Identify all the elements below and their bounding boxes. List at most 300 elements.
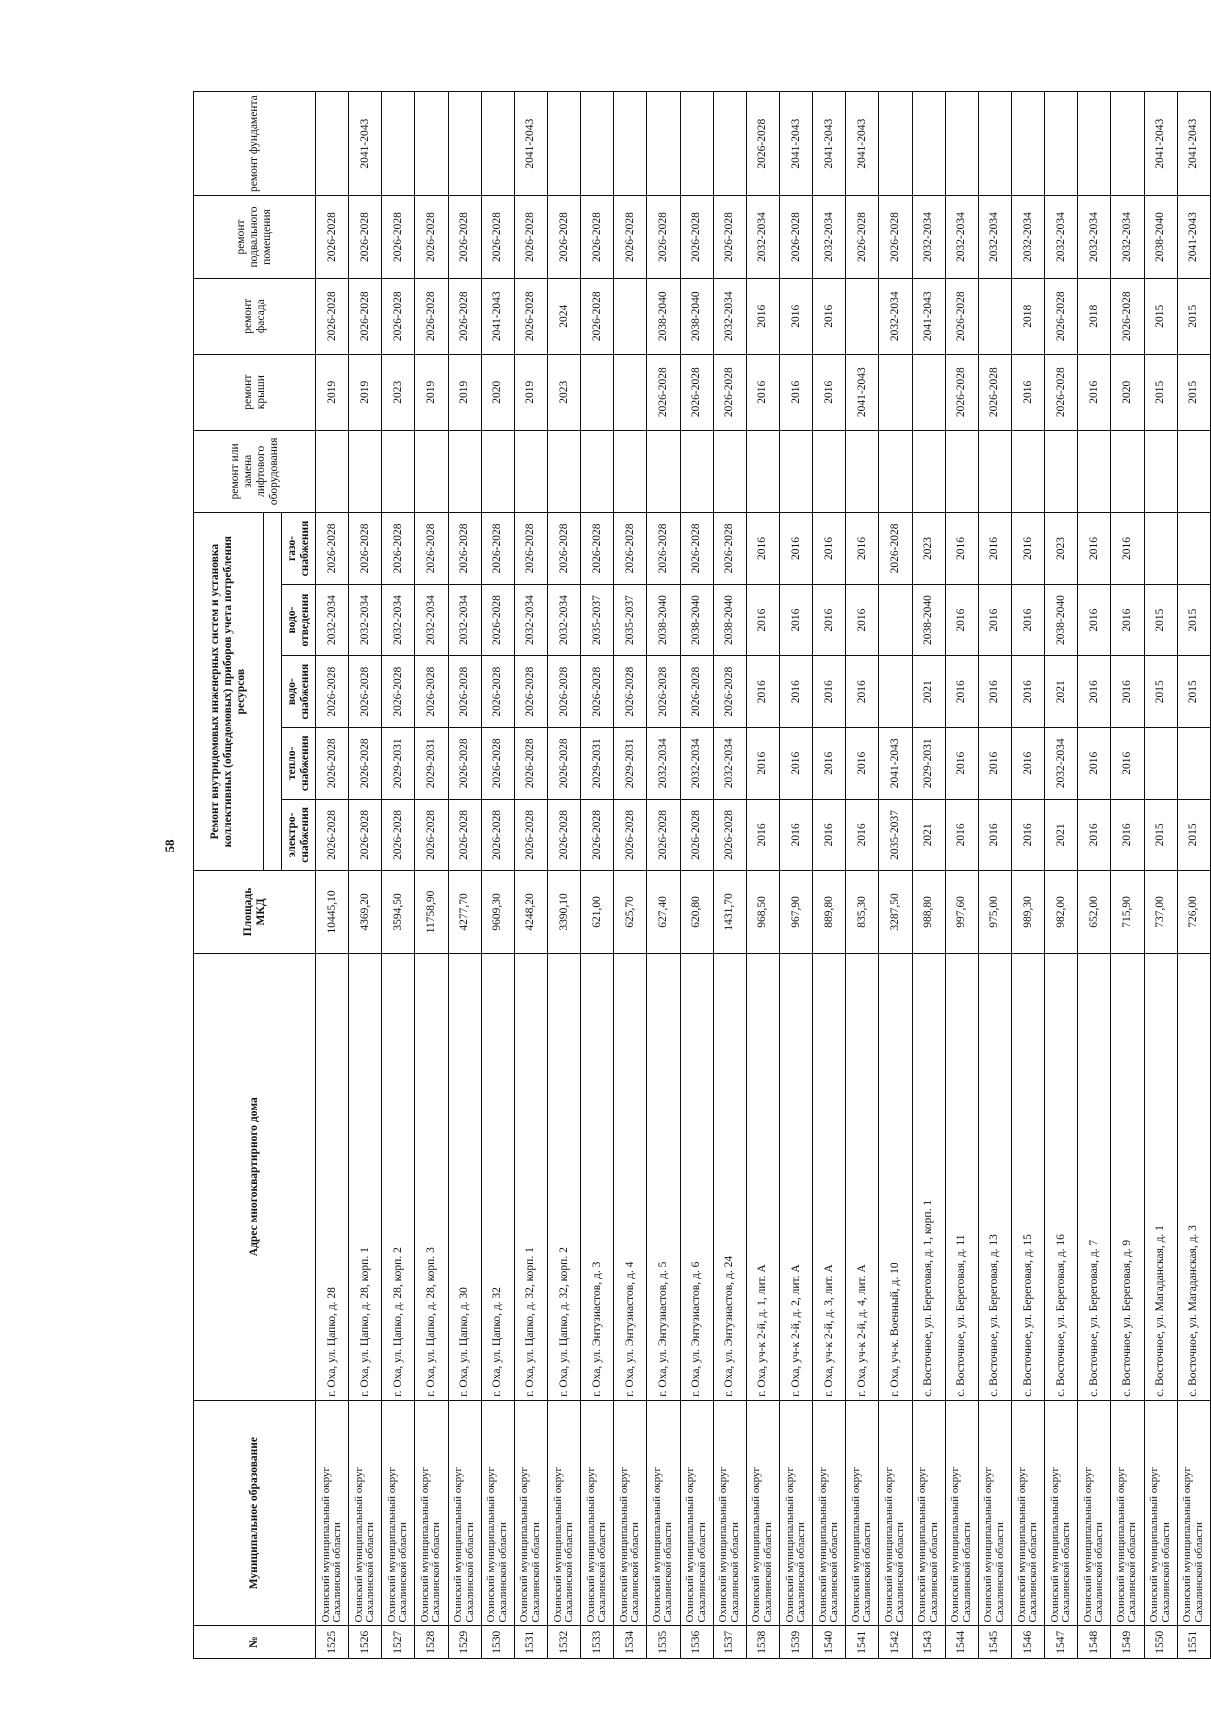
foundation-cell: 2041-2043 xyxy=(1177,92,1210,196)
table-row xyxy=(879,92,912,1659)
heat-cell: 2016 xyxy=(846,727,879,799)
address-cell: с. Восточное, ул. Береговая, д. 15 xyxy=(1011,953,1044,1400)
area-cell: 982,00 xyxy=(1045,871,1078,953)
address-cell: г. Оха, ул. Энтузиастов, д. 3 xyxy=(581,953,614,1400)
municipality-cell: Охинский муниципальный округ Сахалинской области xyxy=(912,1400,945,1626)
address-cell: г. Оха, ул. Цапко, д. 28 xyxy=(316,953,349,1400)
area-cell: 10445,10 xyxy=(316,871,349,953)
basement-cell: 2026-2028 xyxy=(713,196,746,278)
facade-cell: 2032-2034 xyxy=(879,278,912,354)
table-row xyxy=(581,92,614,1659)
electro-cell: 2015 xyxy=(1144,799,1177,871)
heat-cell: 2026-2028 xyxy=(481,727,514,799)
roof-cell: 2016 xyxy=(1078,354,1111,430)
area-cell: 3594,50 xyxy=(382,871,415,953)
facade-cell: 2026-2028 xyxy=(581,278,614,354)
municipality-cell: Охинский муниципальный округ Сахалинской области xyxy=(614,1400,647,1626)
table-row xyxy=(1111,92,1144,1659)
table-row xyxy=(978,92,1011,1659)
lift-cell xyxy=(1177,430,1210,512)
heat-cell: 2029-2031 xyxy=(912,727,945,799)
lift-cell xyxy=(1045,430,1078,512)
address-cell: г. Оха, ул. Цапко, д. 32, корп. 2 xyxy=(547,953,580,1400)
row-number: 1544 xyxy=(945,1626,978,1659)
lift-cell xyxy=(1078,430,1111,512)
row-number: 1542 xyxy=(879,1626,912,1659)
area-cell: 726,00 xyxy=(1177,871,1210,953)
address-cell: г. Оха, ул. Энтузиастов, д. 4 xyxy=(614,953,647,1400)
electro-cell: 2016 xyxy=(779,799,812,871)
header-gas: газо-снабжения xyxy=(282,513,316,585)
foundation-cell xyxy=(614,92,647,196)
foundation-cell: 2041-2043 xyxy=(779,92,812,196)
roof-cell: 2026-2028 xyxy=(680,354,713,430)
municipality-cell: Охинский муниципальный округ Сахалинской области xyxy=(514,1400,547,1626)
foundation-cell xyxy=(879,92,912,196)
heat-cell: 2029-2031 xyxy=(415,727,448,799)
gas-cell xyxy=(1144,513,1177,585)
gas-cell: 2026-2028 xyxy=(581,513,614,585)
basement-cell: 2026-2028 xyxy=(680,196,713,278)
water-cell: 2026-2028 xyxy=(581,656,614,728)
foundation-cell xyxy=(382,92,415,196)
area-cell: 1431,70 xyxy=(713,871,746,953)
address-cell: г. Оха, ул. Цапко, д. 28, корп. 2 xyxy=(382,953,415,1400)
lift-cell xyxy=(349,430,382,512)
foundation-cell xyxy=(978,92,1011,196)
sewer-cell xyxy=(879,584,912,656)
heat-cell: 2032-2034 xyxy=(1045,727,1078,799)
sewer-cell: 2026-2028 xyxy=(481,584,514,656)
heat-cell: 2032-2034 xyxy=(647,727,680,799)
heat-cell: 2041-2043 xyxy=(879,727,912,799)
sewer-cell: 2032-2034 xyxy=(349,584,382,656)
foundation-cell xyxy=(647,92,680,196)
heat-cell: 2016 xyxy=(1011,727,1044,799)
roof-cell: 2019 xyxy=(415,354,448,430)
lift-cell xyxy=(813,430,846,512)
heat-cell: 2016 xyxy=(779,727,812,799)
water-cell: 2026-2028 xyxy=(680,656,713,728)
table-row xyxy=(647,92,680,1659)
municipality-cell: Охинский муниципальный округ Сахалинской области xyxy=(1111,1400,1144,1626)
foundation-cell xyxy=(1111,92,1144,196)
sewer-cell: 2015 xyxy=(1144,584,1177,656)
header-sewer: водо-отведения xyxy=(282,584,316,656)
gas-cell: 2016 xyxy=(813,513,846,585)
gas-cell: 2016 xyxy=(945,513,978,585)
roof-cell: 2026-2028 xyxy=(713,354,746,430)
area-cell: 627,40 xyxy=(647,871,680,953)
municipality-cell: Охинский муниципальный округ Сахалинской области xyxy=(547,1400,580,1626)
roof-cell: 2019 xyxy=(448,354,481,430)
sewer-cell: 2016 xyxy=(746,584,779,656)
gas-cell: 2026-2028 xyxy=(713,513,746,585)
table-row xyxy=(912,92,945,1659)
heat-cell: 2026-2028 xyxy=(514,727,547,799)
table-row xyxy=(514,92,547,1659)
sewer-cell: 2016 xyxy=(1011,584,1044,656)
sewer-cell: 2032-2034 xyxy=(448,584,481,656)
gas-cell: 2016 xyxy=(1011,513,1044,585)
gas-cell: 2016 xyxy=(779,513,812,585)
sewer-cell: 2038-2040 xyxy=(1045,584,1078,656)
roof-cell: 2019 xyxy=(514,354,547,430)
municipality-cell: Охинский муниципальный округ Сахалинской области xyxy=(382,1400,415,1626)
sewer-cell: 2032-2034 xyxy=(514,584,547,656)
basement-cell: 2032-2034 xyxy=(1111,196,1144,278)
area-cell: 652,00 xyxy=(1078,871,1111,953)
roof-cell: 2016 xyxy=(779,354,812,430)
lift-cell xyxy=(514,430,547,512)
sewer-cell: 2016 xyxy=(1078,584,1111,656)
table-row xyxy=(415,92,448,1659)
water-cell: 2016 xyxy=(746,656,779,728)
electro-cell: 2021 xyxy=(912,799,945,871)
header-facade: ремонт фасада xyxy=(194,278,316,354)
row-number: 1530 xyxy=(481,1626,514,1659)
address-cell: с. Восточное, ул. Береговая, д. 13 xyxy=(978,953,1011,1400)
electro-cell: 2026-2028 xyxy=(581,799,614,871)
roof-cell: 2019 xyxy=(316,354,349,430)
electro-cell: 2015 xyxy=(1177,799,1210,871)
municipality-cell: Охинский муниципальный округ Сахалинской области xyxy=(316,1400,349,1626)
lift-cell xyxy=(879,430,912,512)
table-row xyxy=(713,92,746,1659)
table-row xyxy=(1144,92,1177,1659)
address-cell: г. Оха, ул. Цапко, д. 32, корп. 1 xyxy=(514,953,547,1400)
water-cell: 2026-2028 xyxy=(614,656,647,728)
address-cell: с. Восточное, ул. Береговая, д. 1, корп. 1 xyxy=(912,953,945,1400)
heat-cell: 2029-2031 xyxy=(382,727,415,799)
row-number: 1533 xyxy=(581,1626,614,1659)
area-cell: 11758,90 xyxy=(415,871,448,953)
foundation-cell xyxy=(547,92,580,196)
area-cell: 997,60 xyxy=(945,871,978,953)
header-electro: электро-снабжения xyxy=(282,799,316,871)
lift-cell xyxy=(846,430,879,512)
table-row xyxy=(481,92,514,1659)
lift-cell xyxy=(1144,430,1177,512)
facade-cell: 2016 xyxy=(813,278,846,354)
water-cell: 2016 xyxy=(813,656,846,728)
electro-cell: 2026-2028 xyxy=(514,799,547,871)
gas-cell: 2023 xyxy=(912,513,945,585)
foundation-cell xyxy=(680,92,713,196)
basement-cell: 2026-2028 xyxy=(415,196,448,278)
sewer-cell: 2015 xyxy=(1177,584,1210,656)
lift-cell xyxy=(614,430,647,512)
municipality-cell: Охинский муниципальный округ Сахалинской области xyxy=(813,1400,846,1626)
roof-cell xyxy=(581,354,614,430)
area-cell: 737,00 xyxy=(1144,871,1177,953)
header-engineering: Ремонт внутридомовых инженерных систем и установка коллективных (общедомовых) приборов учета потребления ресурсов xyxy=(194,513,264,871)
row-number: 1547 xyxy=(1045,1626,1078,1659)
electro-cell: 2026-2028 xyxy=(647,799,680,871)
electro-cell: 2016 xyxy=(978,799,1011,871)
row-number: 1538 xyxy=(746,1626,779,1659)
electro-cell: 2016 xyxy=(1011,799,1044,871)
row-number: 1536 xyxy=(680,1626,713,1659)
basement-cell: 2026-2028 xyxy=(448,196,481,278)
table-row xyxy=(382,92,415,1659)
gas-cell xyxy=(1177,513,1210,585)
address-cell: г. Оха, ул. Цапко, д. 28, корп. 3 xyxy=(415,953,448,1400)
table-row xyxy=(448,92,481,1659)
roof-cell xyxy=(614,354,647,430)
water-cell: 2016 xyxy=(1111,656,1144,728)
header-basement: ремонт подвального помещения xyxy=(194,196,316,278)
table-row xyxy=(1045,92,1078,1659)
water-cell: 2026-2028 xyxy=(713,656,746,728)
sewer-cell: 2038-2040 xyxy=(912,584,945,656)
header-foundation: ремонт фундамента xyxy=(194,92,316,196)
gas-cell: 2026-2028 xyxy=(680,513,713,585)
municipality-cell: Охинский муниципальный округ Сахалинской области xyxy=(1045,1400,1078,1626)
lift-cell xyxy=(448,430,481,512)
facade-cell: 2026-2028 xyxy=(349,278,382,354)
foundation-cell xyxy=(448,92,481,196)
area-cell: 621,00 xyxy=(581,871,614,953)
heat-cell xyxy=(1177,727,1210,799)
foundation-cell xyxy=(713,92,746,196)
header-area: Площадь МКД xyxy=(194,871,316,953)
electro-cell: 2026-2028 xyxy=(680,799,713,871)
roof-cell xyxy=(879,354,912,430)
row-number: 1551 xyxy=(1177,1626,1210,1659)
table-row xyxy=(316,92,349,1659)
facade-cell: 2024 xyxy=(547,278,580,354)
row-number: 1549 xyxy=(1111,1626,1144,1659)
sewer-cell: 2016 xyxy=(779,584,812,656)
basement-cell: 2032-2034 xyxy=(1045,196,1078,278)
basement-cell: 2026-2028 xyxy=(846,196,879,278)
gas-cell: 2026-2028 xyxy=(349,513,382,585)
row-number: 1546 xyxy=(1011,1626,1044,1659)
basement-cell: 2026-2028 xyxy=(547,196,580,278)
address-cell: г. Оха, ул. Цапко, д. 32 xyxy=(481,953,514,1400)
roof-cell: 2016 xyxy=(746,354,779,430)
basement-cell: 2032-2034 xyxy=(945,196,978,278)
basement-cell: 2032-2034 xyxy=(1011,196,1044,278)
area-cell: 968,50 xyxy=(746,871,779,953)
foundation-cell: 2041-2043 xyxy=(1144,92,1177,196)
water-cell: 2016 xyxy=(1078,656,1111,728)
basement-cell: 2026-2028 xyxy=(647,196,680,278)
address-cell: с. Восточное, ул. Магаданская, д. 3 xyxy=(1177,953,1210,1400)
water-cell: 2026-2028 xyxy=(514,656,547,728)
table-row xyxy=(1078,92,1111,1659)
facade-cell: 2026-2028 xyxy=(1045,278,1078,354)
row-number: 1527 xyxy=(382,1626,415,1659)
facade-cell: 2026-2028 xyxy=(514,278,547,354)
row-number: 1539 xyxy=(779,1626,812,1659)
roof-cell: 2026-2028 xyxy=(1045,354,1078,430)
foundation-cell xyxy=(1078,92,1111,196)
basement-cell: 2026-2028 xyxy=(879,196,912,278)
lift-cell xyxy=(680,430,713,512)
lift-cell xyxy=(647,430,680,512)
sewer-cell: 2038-2040 xyxy=(713,584,746,656)
area-cell: 975,00 xyxy=(978,871,1011,953)
lift-cell xyxy=(481,430,514,512)
facade-cell: 2026-2028 xyxy=(448,278,481,354)
electro-cell: 2016 xyxy=(846,799,879,871)
lift-cell xyxy=(415,430,448,512)
row-number: 1537 xyxy=(713,1626,746,1659)
table-row xyxy=(1011,92,1044,1659)
sewer-cell: 2032-2034 xyxy=(547,584,580,656)
municipality-cell: Охинский муниципальный округ Сахалинской области xyxy=(879,1400,912,1626)
facade-cell: 2041-2043 xyxy=(481,278,514,354)
water-cell xyxy=(879,656,912,728)
sewer-cell: 2016 xyxy=(813,584,846,656)
roof-cell: 2023 xyxy=(547,354,580,430)
table-row xyxy=(779,92,812,1659)
electro-cell: 2026-2028 xyxy=(382,799,415,871)
sewer-cell: 2035-2037 xyxy=(581,584,614,656)
sewer-cell: 2038-2040 xyxy=(647,584,680,656)
foundation-cell xyxy=(581,92,614,196)
address-cell: с. Восточное, ул. Береговая, д. 16 xyxy=(1045,953,1078,1400)
row-number: 1550 xyxy=(1144,1626,1177,1659)
heat-cell: 2026-2028 xyxy=(547,727,580,799)
lift-cell xyxy=(316,430,349,512)
facade-cell: 2015 xyxy=(1177,278,1210,354)
area-cell: 715,90 xyxy=(1111,871,1144,953)
heat-cell: 2016 xyxy=(813,727,846,799)
gas-cell: 2016 xyxy=(846,513,879,585)
header-lift: ремонт или замена лифтового оборудования xyxy=(194,430,316,512)
facade-cell: 2026-2028 xyxy=(945,278,978,354)
foundation-cell xyxy=(415,92,448,196)
area-cell: 620,80 xyxy=(680,871,713,953)
electro-cell: 2026-2028 xyxy=(349,799,382,871)
electro-cell: 2026-2028 xyxy=(713,799,746,871)
rotated-table-container xyxy=(193,91,1211,1659)
page-number: 58 xyxy=(162,839,177,853)
water-cell: 2026-2028 xyxy=(448,656,481,728)
facade-cell: 2038-2040 xyxy=(680,278,713,354)
electro-cell: 2016 xyxy=(945,799,978,871)
electro-cell: 2026-2028 xyxy=(448,799,481,871)
area-cell: 625,70 xyxy=(614,871,647,953)
area-cell: 3287,50 xyxy=(879,871,912,953)
municipality-cell: Охинский муниципальный округ Сахалинской области xyxy=(779,1400,812,1626)
lift-cell xyxy=(978,430,1011,512)
gas-cell: 2026-2028 xyxy=(514,513,547,585)
municipality-cell: Охинский муниципальный округ Сахалинской области xyxy=(945,1400,978,1626)
address-cell: г. Оха, ул. Цапко, д. 30 xyxy=(448,953,481,1400)
sewer-cell: 2016 xyxy=(1111,584,1144,656)
lift-cell xyxy=(713,430,746,512)
row-number: 1531 xyxy=(514,1626,547,1659)
address-cell: г. Оха, уч-к 2-й, д. 3, лит. А xyxy=(813,953,846,1400)
roof-cell: 2020 xyxy=(481,354,514,430)
municipality-cell: Охинский муниципальный округ Сахалинской области xyxy=(415,1400,448,1626)
table-row xyxy=(614,92,647,1659)
foundation-cell xyxy=(912,92,945,196)
heat-cell: 2029-2031 xyxy=(581,727,614,799)
sewer-cell: 2038-2040 xyxy=(680,584,713,656)
lift-cell xyxy=(382,430,415,512)
roof-cell: 2026-2028 xyxy=(647,354,680,430)
table-row xyxy=(547,92,580,1659)
row-number: 1540 xyxy=(813,1626,846,1659)
row-number: 1534 xyxy=(614,1626,647,1659)
table-row xyxy=(1177,92,1210,1659)
facade-cell: 2026-2028 xyxy=(415,278,448,354)
gas-cell: 2026-2028 xyxy=(382,513,415,585)
municipality-cell: Охинский муниципальный округ Сахалинской области xyxy=(1144,1400,1177,1626)
municipality-cell: Охинский муниципальный округ Сахалинской области xyxy=(746,1400,779,1626)
basement-cell: 2041-2043 xyxy=(1177,196,1210,278)
gas-cell: 2026-2028 xyxy=(614,513,647,585)
municipality-cell: Охинский муниципальный округ Сахалинской области xyxy=(978,1400,1011,1626)
facade-cell: 2016 xyxy=(779,278,812,354)
address-cell: г. Оха, ул. Цапко, д. 28, корп. 1 xyxy=(349,953,382,1400)
foundation-cell: 2041-2043 xyxy=(813,92,846,196)
gas-cell: 2016 xyxy=(1078,513,1111,585)
gas-cell: 2026-2028 xyxy=(316,513,349,585)
electro-cell: 2026-2028 xyxy=(614,799,647,871)
water-cell: 2016 xyxy=(779,656,812,728)
gas-cell: 2016 xyxy=(978,513,1011,585)
facade-cell: 2038-2040 xyxy=(647,278,680,354)
sewer-cell: 2032-2034 xyxy=(316,584,349,656)
header-num: № xyxy=(194,1626,316,1659)
sewer-cell: 2032-2034 xyxy=(415,584,448,656)
table-row xyxy=(945,92,978,1659)
basement-cell: 2026-2028 xyxy=(514,196,547,278)
water-cell: 2026-2028 xyxy=(382,656,415,728)
electro-cell: 2026-2028 xyxy=(316,799,349,871)
basement-cell: 2026-2028 xyxy=(316,196,349,278)
basement-cell: 2026-2028 xyxy=(581,196,614,278)
basement-cell: 2026-2028 xyxy=(481,196,514,278)
gas-cell: 2026-2028 xyxy=(647,513,680,585)
heat-cell xyxy=(1144,727,1177,799)
area-cell: 835,30 xyxy=(846,871,879,953)
heat-cell: 2016 xyxy=(978,727,1011,799)
municipality-cell: Охинский муниципальный округ Сахалинской области xyxy=(481,1400,514,1626)
row-number: 1532 xyxy=(547,1626,580,1659)
facade-cell xyxy=(846,278,879,354)
basement-cell: 2032-2034 xyxy=(978,196,1011,278)
area-cell: 9609,30 xyxy=(481,871,514,953)
water-cell: 2026-2028 xyxy=(547,656,580,728)
row-number: 1529 xyxy=(448,1626,481,1659)
municipality-cell: Охинский муниципальный округ Сахалинской области xyxy=(1078,1400,1111,1626)
area-cell: 4248,20 xyxy=(514,871,547,953)
electro-cell: 2016 xyxy=(813,799,846,871)
electro-cell: 2026-2028 xyxy=(481,799,514,871)
header-roof: ремонт крыши xyxy=(194,354,316,430)
table-row xyxy=(846,92,879,1659)
heat-cell: 2026-2028 xyxy=(349,727,382,799)
basement-cell: 2032-2034 xyxy=(1078,196,1111,278)
water-cell: 2016 xyxy=(945,656,978,728)
address-cell: г. Оха, уч-к 2-й, д. 2, лит. А xyxy=(779,953,812,1400)
foundation-cell xyxy=(1011,92,1044,196)
facade-cell: 2018 xyxy=(1078,278,1111,354)
table-row xyxy=(680,92,713,1659)
row-number: 1528 xyxy=(415,1626,448,1659)
electro-cell: 2016 xyxy=(1078,799,1111,871)
basement-cell: 2026-2028 xyxy=(614,196,647,278)
water-cell: 2016 xyxy=(846,656,879,728)
water-cell: 2026-2028 xyxy=(415,656,448,728)
